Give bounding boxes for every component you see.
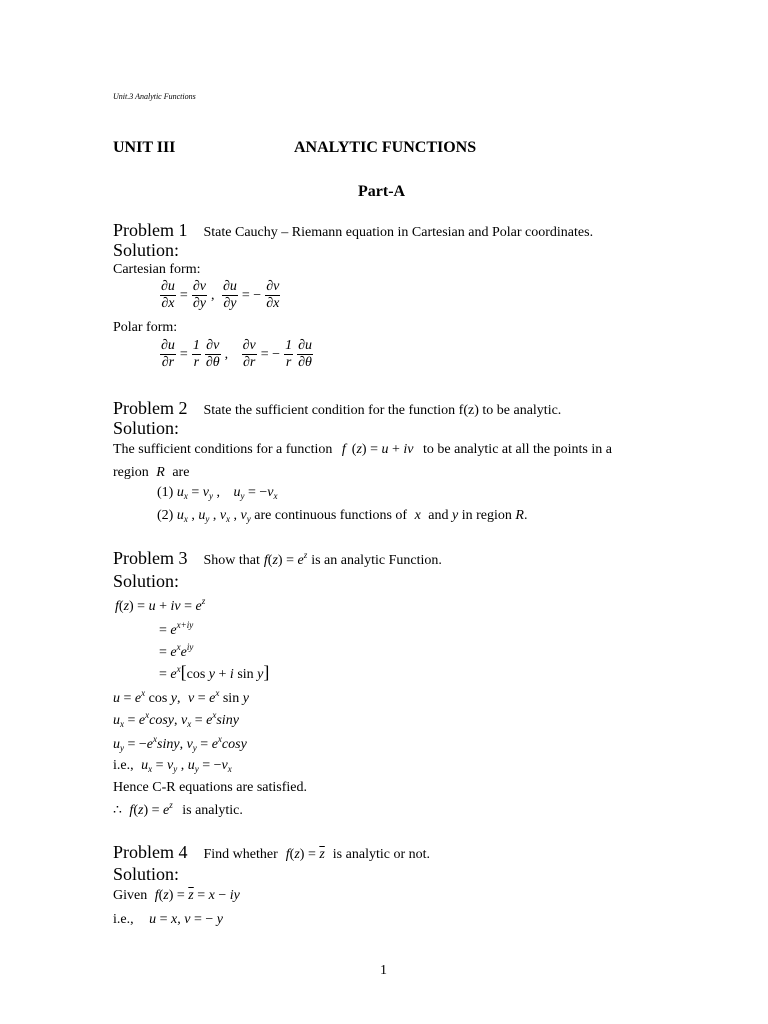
problem-text: State Cauchy – Riemann equation in Cartesian and Polar coordinates. <box>203 225 594 240</box>
p2-condition-1: (1) $u_x = v_y$ , $u_y = -v_x$ <box>157 485 278 501</box>
p2-condition-2: (2) $u_x$ , $u_y$ , $v_x$ , $v_y$ are continuous functions of x and y in region R. <box>157 508 528 524</box>
solution-label: Solution: <box>113 418 180 438</box>
solution-label: Solution: <box>113 240 180 260</box>
polar-equations: $\frac{\partial u}{\partial r}$ = $\frac{1}{r}$ $\frac{\partial v}{\partial\theta}$ , $\frac{\partial v}{\partial r}$ = − $\frac{1}{r}$ $\frac{\partial u}{\partial\theta}$ <box>161 338 312 370</box>
unit-label: UNIT III <box>113 139 176 156</box>
p3-conclusion: ∴ $f(z) = e^z$ is analytic. <box>113 800 243 818</box>
solution-label: Solution: <box>113 571 180 591</box>
p2-line1: The sufficient conditions for a function f (z) = u + iv to be analytic at all the points in a <box>113 442 612 457</box>
page-number: 1 <box>380 963 387 978</box>
p3-eq-3: = $e^xe^{iy}$ <box>159 642 194 660</box>
p3-uy-vy: $u_y = -e^x\sin y$, $v_y = e^x\cos y$ <box>113 734 247 753</box>
problem-label: Problem 3 <box>113 548 188 568</box>
polar-label: Polar form: <box>113 320 178 335</box>
solution-label: Solution: <box>113 864 180 884</box>
problem-text: State the sufficient condition for the function f(z) to be analytic. <box>203 403 562 418</box>
p2-line2: region R are <box>113 465 190 480</box>
cartesian-equations: $\frac{\partial u}{\partial x}$ = $\frac{\partial v}{\partial y}$ , $\frac{\partial u}{\partial y}$ = − $\frac{\partial v}{\partial x}$ <box>161 279 280 311</box>
p3-hence: Hence C-R equations are satisfied. <box>113 780 307 795</box>
p3-eq-4: = $e^x[\cos$ y + i sin y] <box>159 662 270 682</box>
p4-given: Given $f(z) = \overline{z} = x$ − iy <box>113 888 240 903</box>
problem-3: Problem 3 Show that $f(z) = e^z$ is an analytic Function. <box>113 548 442 568</box>
unit-title: ANALYTIC FUNCTIONS <box>294 139 477 156</box>
p3-ux-vx: $u_x = e^x\cos y$, $v_x = e^x\sin y$ <box>113 710 239 729</box>
problem-1 <box>113 220 593 241</box>
problem-label: Problem 4 <box>113 842 188 862</box>
problem-4: Problem 4 Find whether $f(z) = \overline{z}$ is analytic or not. <box>113 842 430 862</box>
p4-ie: i.e., u = x, v = − y <box>113 912 223 927</box>
problem-text: Find whether <box>203 847 278 862</box>
p3-uv: $u = e^x$ cos y, $v = e^x$ sin y <box>113 688 249 706</box>
problem-label: Problem 2 <box>113 398 188 418</box>
p3-ie: i.e., $u_x = v_y$ , $u_y = -v_x$ <box>113 758 232 774</box>
problem-2 <box>113 398 561 419</box>
problem-text: Show that <box>203 553 260 568</box>
running-header: Unit.3 Analytic Functions <box>113 92 196 101</box>
problem-label: Problem 1 <box>113 220 188 240</box>
cartesian-label: Cartesian form: <box>113 262 201 277</box>
p3-eq-2: = $e^{x+iy}$ <box>159 620 194 638</box>
part-heading: Part-A <box>358 183 406 200</box>
p3-eq-1: f(z) = u + iv = $e^z$ <box>115 596 206 614</box>
